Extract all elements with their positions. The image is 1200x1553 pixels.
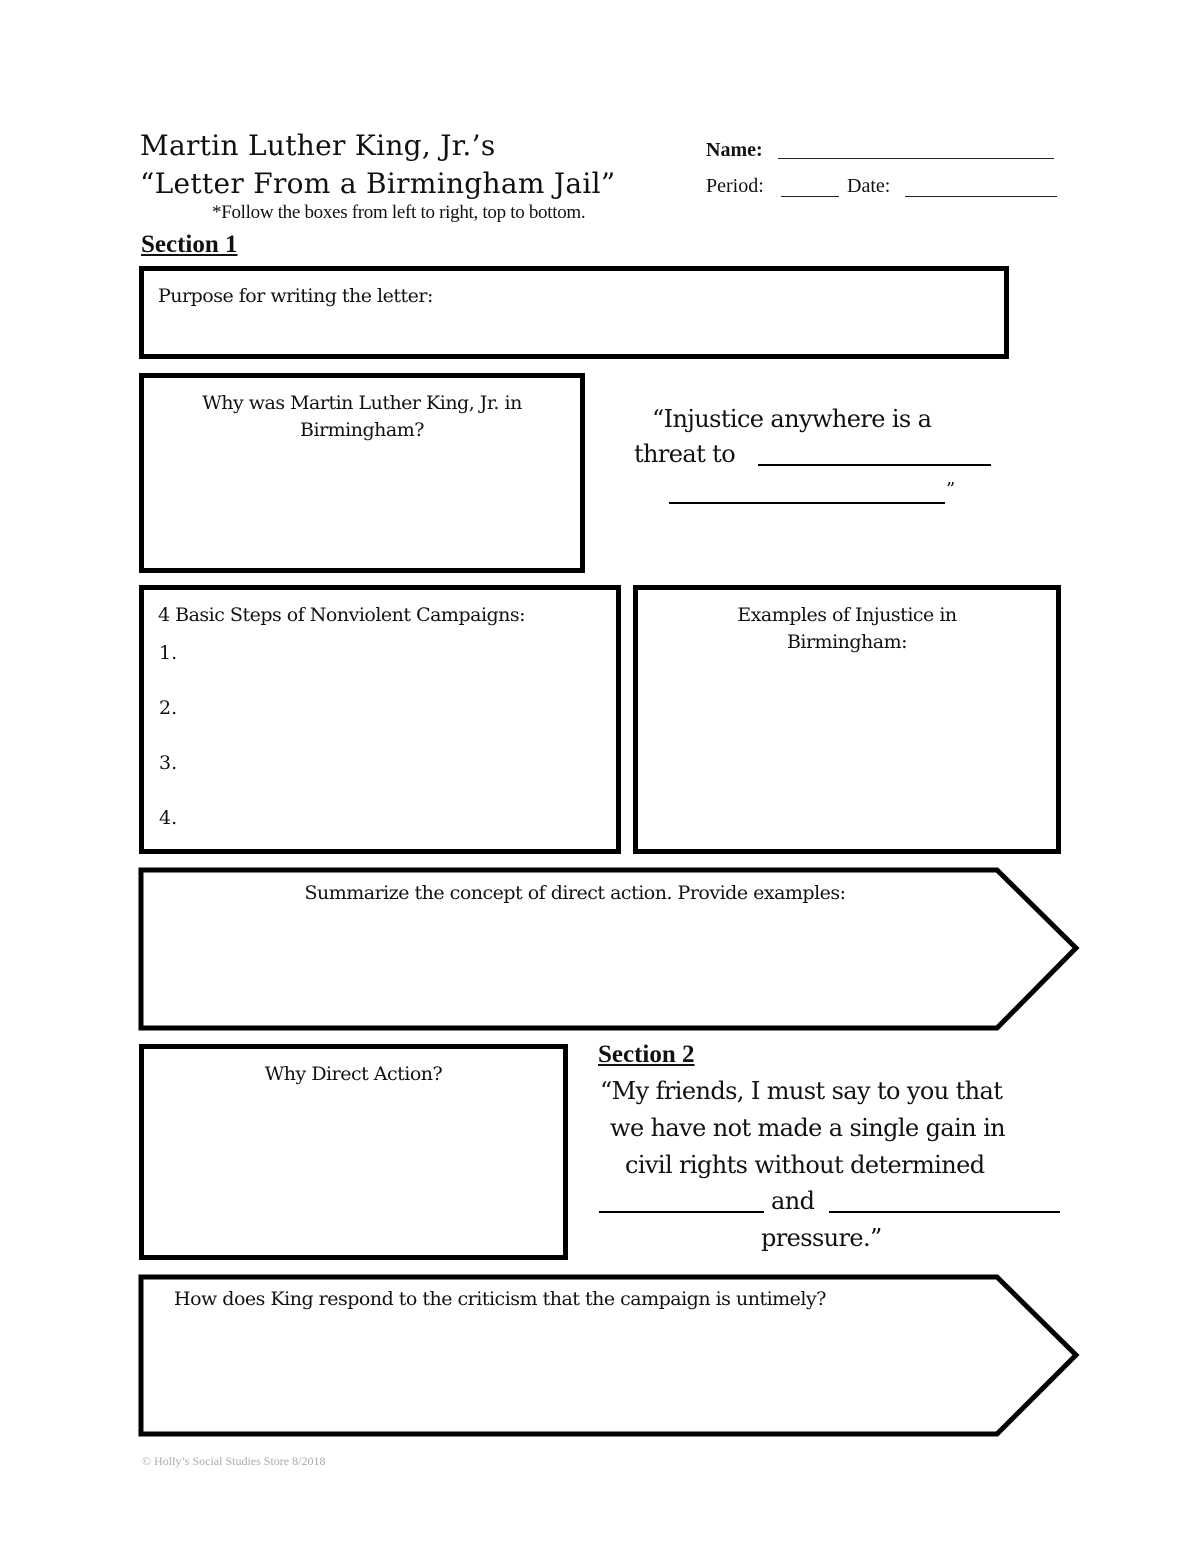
quote1-blank-1[interactable] (758, 464, 991, 466)
step-3: 3. (159, 752, 178, 774)
period-label: Period: (706, 175, 764, 197)
date-label: Date: (847, 175, 891, 197)
name-label: Name: (706, 139, 763, 161)
direct-action-label: Summarize the concept of direct action. Provide examples: (304, 882, 846, 904)
quote1-blank-2[interactable] (669, 502, 945, 504)
title-line-2: “Letter From a Birmingham Jail” (140, 167, 616, 200)
purpose-label: Purpose for writing the letter: (158, 285, 433, 307)
quote2-blank-2[interactable] (829, 1211, 1060, 1213)
why-birmingham-label: Why was Martin Luther King, Jr. in Birmingham? (202, 392, 522, 441)
injustice-examples-label: Examples of Injustice in Birmingham: (737, 604, 957, 653)
quote1-line1: “Injustice anywhere is a (652, 405, 932, 433)
quote2-line3: civil rights without determined (625, 1151, 985, 1179)
section-2-heading: Section 2 (598, 1041, 695, 1068)
why-birmingham-box[interactable] (139, 373, 585, 573)
quote2-line2: we have not made a single gain in (610, 1114, 1005, 1142)
period-field[interactable] (781, 196, 839, 197)
why-direct-action-box[interactable] (139, 1044, 568, 1260)
section-1-heading: Section 1 (141, 231, 238, 258)
nonviolent-steps-label: 4 Basic Steps of Nonviolent Campaigns: (158, 604, 526, 626)
quote1-close-mark: ” (946, 479, 955, 500)
step-1: 1. (159, 642, 178, 664)
quote2-line1: “My friends, I must say to you that (600, 1077, 1003, 1105)
purpose-box[interactable] (139, 266, 1009, 359)
instructions: *Follow the boxes from left to right, top to bottom. (212, 202, 586, 223)
nonviolent-steps-box[interactable] (139, 585, 621, 854)
quote2-line5: pressure.” (761, 1224, 882, 1252)
quote2-and: and (771, 1187, 815, 1215)
name-field[interactable] (778, 158, 1054, 159)
quote2-blank-1[interactable] (599, 1211, 764, 1213)
step-2: 2. (159, 697, 178, 719)
title-line-1: Martin Luther King, Jr.’s (140, 129, 496, 162)
date-field[interactable] (905, 196, 1057, 197)
copyright-footer: © Holly’s Social Studies Store 8/2018 (142, 1454, 326, 1468)
untimely-response-label: How does King respond to the criticism that the campaign is untimely? (174, 1288, 826, 1310)
why-direct-action-label: Why Direct Action? (264, 1063, 443, 1085)
step-4: 4. (159, 807, 178, 829)
injustice-examples-box[interactable] (633, 585, 1061, 854)
quote1-line2-prefix: threat to (634, 440, 736, 468)
